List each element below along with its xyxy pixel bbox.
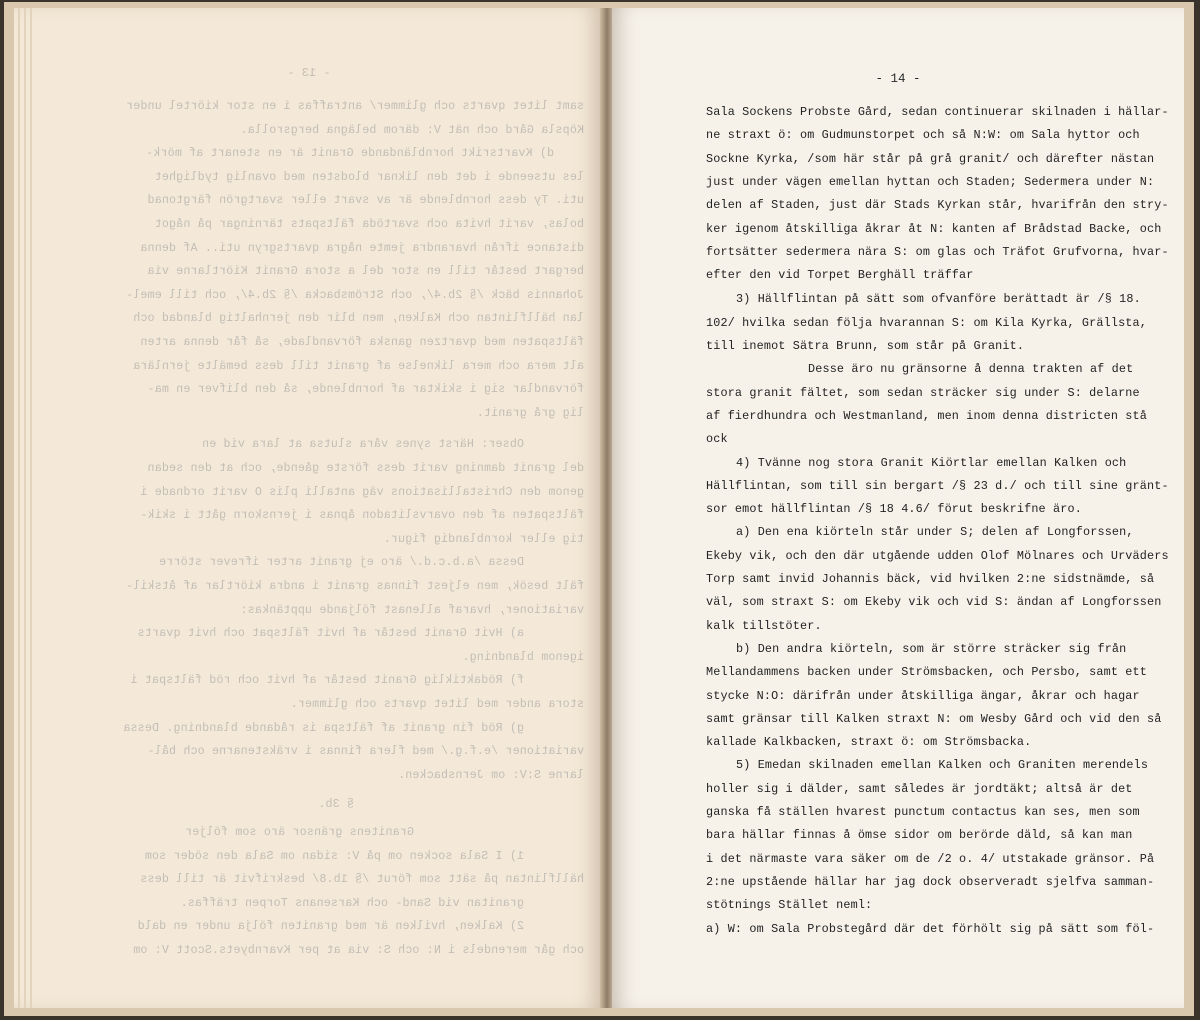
document-line: a) Den ena kiörteln står under S; delen af Longforssen, <box>736 525 1134 540</box>
document-line: bara hällar finnas å ömse sidor om berörde däld, så kan man <box>706 828 1133 843</box>
document-line: Desse äro nu gränsorne å denna trakten af det <box>808 362 1134 377</box>
document-line: till inemot Sätra Brunn, som står på Granit. <box>706 339 1025 353</box>
document-line: sor emot hällflintan /§ 18 4.6/ förut beskrifne äro. <box>706 502 1082 517</box>
show-through-line: hällflintan på sätt som förut /§ 1b.8/ beskrifvit är till dess <box>140 873 584 887</box>
document-line: 2:ne upstående hällar har jag dock observeradt sjelfva samman- <box>706 874 1155 889</box>
show-through-line: Obser: Härst synes våra slutsa at lara vid en <box>201 438 524 452</box>
left-page <box>14 8 604 1008</box>
show-through-line: uti. Ty dess hornblende är av svart eller svartgrön färgtonad <box>147 194 584 208</box>
show-through-line: f) Rödaktiklig Granit består af hvit och röd fältspat i <box>130 674 524 688</box>
show-through-line: 1) I Sala socken om på V: sidan om Sala den söder som <box>144 849 524 863</box>
document-line: stötnings Stället neml: <box>706 898 873 913</box>
show-through-line: d) Kvartsrikt hornbländande Granit är en stenart af mörk- <box>146 147 554 161</box>
show-through-line: stora ander med litet qvarts och glimmer. <box>290 698 584 711</box>
document-line: holler sig i dälder, samt således är jordtäkt; altså är det <box>706 781 1133 796</box>
document-line: 4) Tvänne nog stora Granit Kiörtlar emellan Kalken och <box>736 455 1127 470</box>
right-page-number: - 14 - <box>875 72 921 86</box>
document-line: Ekeby vik, och den där utgående udden Olof Mölnares och Urväders <box>706 548 1169 563</box>
show-through-line: Dessa /a.b.c.d./ äro ej granit arter ifrever större <box>158 556 524 570</box>
document-line: delen af Staden, just där Stads Kyrkan står, hvarifrån den stry- <box>706 198 1169 213</box>
document-line: Sockne Kyrka, /som här står på grå granit/ och därefter nästan <box>706 151 1155 166</box>
document-line: a) W: om Sala Probstegård där det förhölt sig på sätt som föl- <box>706 921 1155 936</box>
document-line: stora granit fältet, som sedan sträcker sig under S: delarne <box>706 385 1140 400</box>
document-line: af fierdhundra och Westmanland, men inom denna districten stå <box>706 408 1147 423</box>
show-through-line: granitan vid Sand- och Karsenans Torpen träffas. <box>180 896 524 910</box>
document-line: 3) Hällflintan på sätt som ofvanföre berättadt är /§ 18. <box>736 292 1141 307</box>
show-through-line: fält besök, men eljest finnas granit i andra kiörtlar af åtskil- <box>125 580 584 593</box>
show-through-line: Granitens gränsor äro som följer <box>184 826 414 839</box>
document-line: i det närmaste vara säker om de /2 o. 4/ utstakade gränsor. På <box>706 851 1155 866</box>
document-line: ock <box>706 432 728 447</box>
show-through-line: g) Röd fin granit af fältspa is rådande blandning. Dessa <box>123 721 524 735</box>
document-line: väl, som straxt S: om Ekeby vik och vid S: ändan af Longforssen <box>706 595 1162 610</box>
document-line: just under vägen emellan hyttan och Staden; Sedermera under N: <box>706 174 1155 189</box>
show-through-line: distance ifrån hvarandra jemte några qvartsgryn uti.. Af denna <box>140 241 584 255</box>
document-line: stycke N:O: därifrån under åtskilliga ängar, åkrar och hagar <box>706 688 1140 703</box>
document-line: Sala Sockens Probste Gård, sedan continuerar skilnaden i hällar- <box>706 105 1169 119</box>
show-through-line: larne S:V: om Jernsbacken. <box>397 768 584 782</box>
show-through-line: fältspaten med qvartzen ganska förvandlade, så får denna arten <box>140 336 584 349</box>
left-page-number: - 13 - <box>287 66 331 80</box>
show-through-line: och går merendels i N: och S: via at per Kvarnbyets.Scott V: om <box>133 944 584 957</box>
show-through-line: igenom blandning. <box>462 650 584 664</box>
show-through-line: variationer /e.f.g./ med flera finnas i vräkstenarne och bål- <box>147 745 584 759</box>
right-page <box>612 8 1184 1008</box>
document-line: efter den vid Torpet Berghäll träffar <box>706 268 974 283</box>
document-line: kalk tillstöter. <box>706 618 822 633</box>
document-line: ker igenom åtskilliga åkrar åt N: kanten af Brådstad Backe, och <box>706 221 1162 236</box>
show-through-line: lan hällflintan och Kalken, men blir den jernhaltig blandad och <box>133 312 584 326</box>
show-through-line: 2) Kalken, hvilken är med graniten följa under en dald <box>137 920 524 934</box>
document-line: ganska få ställen hvarest punctum contactus kan ses, men som <box>706 805 1140 819</box>
show-through-text <box>14 8 604 1008</box>
show-through-line: bergart består till en stor del a stora Granit Kiörtlarne via <box>147 265 584 279</box>
document-line: ne straxt ö: om Gudmunstorpet och så N:W: om Sala hyttor och <box>706 128 1140 143</box>
show-through-line: genom den Christallisations väg antalli plis O varit ordnade i <box>140 485 584 499</box>
show-through-line: alt mera och mera liknelse af granit till dess bemälte jernlära <box>133 359 584 373</box>
show-through-line: a) Hvit Granit består af hvit fältspat och hvit qvarts <box>137 627 524 641</box>
show-through-line: förvandlar sig i skiktar af hornblende, så den blifver en ma- <box>147 383 584 397</box>
document-line: 102/ hvilka sedan följa hvarannan S: om Kila Kyrka, Grällsta, <box>706 315 1147 330</box>
document-line: Mellandammens backen under Strömsbacken, och Persbo, samt ett <box>706 665 1147 680</box>
show-through-line: lig grå granit. <box>476 406 584 420</box>
show-through-line: § 3b. <box>318 798 354 812</box>
show-through-line: del granit damning varit dess förste gående, och at den sedan <box>147 462 584 475</box>
show-through-line: variationer, hvaraf allenast följande upptänkas: <box>240 603 584 617</box>
document-line: 5) Emedan skilnaden emellan Kalken och Graniten merendels <box>736 758 1149 773</box>
show-through-line: fältspaten af den ovarvslitadon åpnas i jernskorn gått i skik- <box>140 509 584 523</box>
document-line: Hällflintan, som till sin bergart /§ 23 d./ och till sine gränt- <box>706 478 1169 493</box>
document-line: fortsätter sedermera nära S: om glas och Träfot Grufvorna, hvar- <box>706 244 1169 259</box>
document-line: b) Den andra kiörteln, som är större sträcker sig från <box>736 641 1127 656</box>
show-through-line: Johannis bäck /§ 2b.4/, och Strömsbacka /§ 2b.4/, och till emel- <box>125 288 584 302</box>
document-line: kallade Kalkbacken, straxt ö: om Strömsbacka. <box>706 735 1032 750</box>
show-through-line: Köpsla Gård och nät V: därom belägna bergsrolla. <box>240 123 584 137</box>
show-through-line: bolas, varit hvita och svartöda fältspats tärningar på något <box>154 218 584 231</box>
document-line: samt gränsar till Kalken straxt N: om Wesby Gård och vid den så <box>706 711 1162 726</box>
show-through-line: samt litet qvarts och glimmer/ antraffas i en stor kiörtel under <box>125 100 584 113</box>
show-through-line: les utseende i det den liknar blodsten med ovanlig tydlighet <box>154 170 584 184</box>
show-through-line: tig eller kornblandig figur. <box>383 532 584 546</box>
document-line: Torp samt invid Johannis bäck, vid hvilken 2:ne sidstnämde, så <box>706 572 1155 586</box>
